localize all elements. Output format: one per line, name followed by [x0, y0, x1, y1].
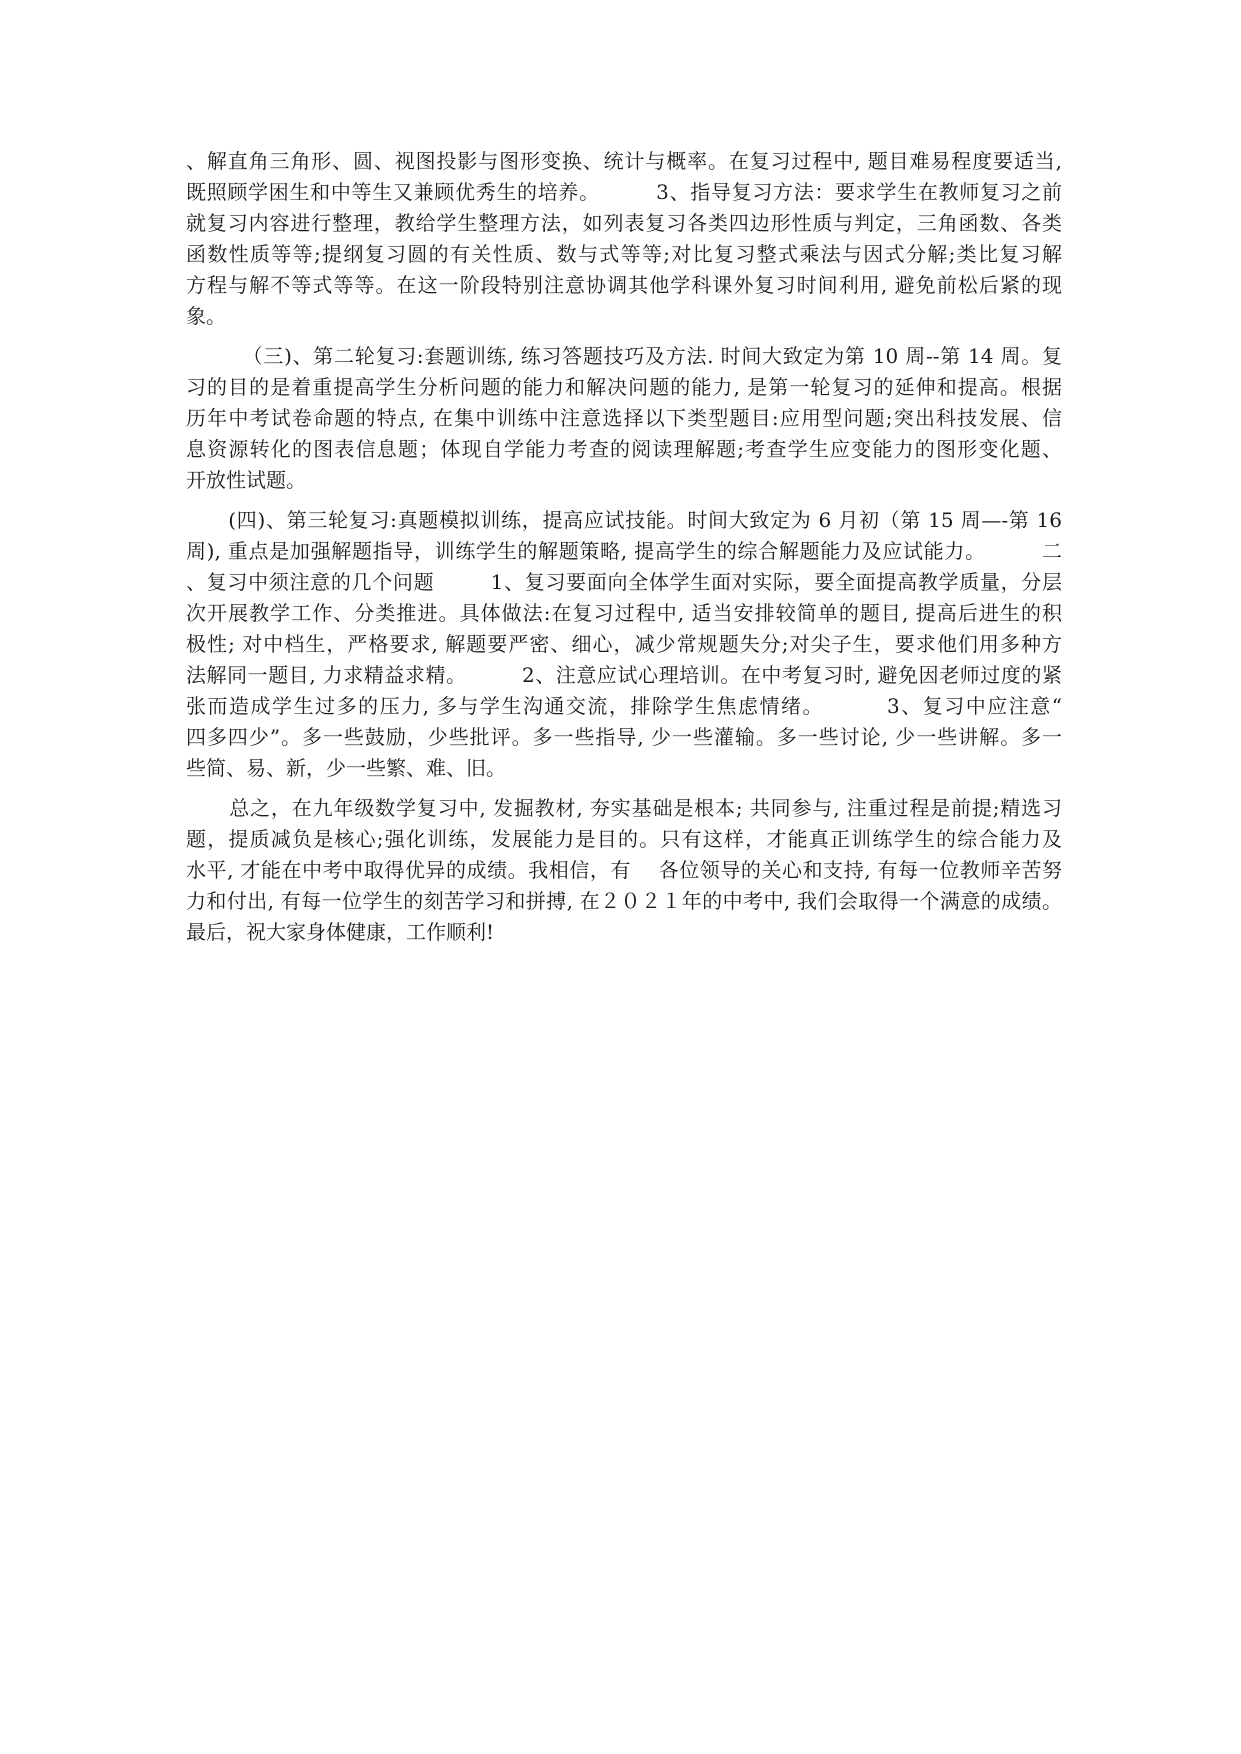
text-line: 、解直角三角形、圆、视图投影与图形变换、统计与概率。在复习过程中, 题目难易程度要适当,: [186, 149, 1062, 173]
text-line: 、复习中须注意的几个问题 1、复习要面向全体学生面对实际，要全面提高教学质量，分层: [186, 570, 1062, 594]
text-line: 水平, 才能在中考中取得优异的成绩。我相信，有 各位领导的关心和支持, 有每一位教师辛苦努: [186, 858, 1062, 882]
text-line: 张而造成学生过多的压力, 多与学生沟通交流，排除学生焦虑情绪。 3、复习中应注意“: [186, 694, 1062, 718]
text-line: 法解同一题目, 力求精益求精。 2、注意应试心理培训。在中考复习时, 避免因老师过度的紧: [186, 663, 1062, 687]
paragraph: [186, 505, 1062, 784]
paragraph: [186, 146, 1062, 332]
text-line: 总之，在九年级数学复习中, 发掘教材, 夯实基础是根本; 共同参与, 注重过程是前提;精选习: [186, 796, 1062, 820]
text-line: 最后，祝大家身体健康，工作顺利!: [186, 920, 495, 944]
document-body: [186, 146, 1062, 948]
paragraph: [186, 793, 1062, 948]
text-line: 次开展教学工作、分类推进。具体做法:在复习过程中, 适当安排较简单的题目, 提高后进生的积: [186, 601, 1062, 625]
text-line: 象。: [186, 304, 226, 328]
text-line: 函数性质等等;提纲复习圆的有关性质、数与式等等;对比复习整式乘法与因式分解;类比复习解: [186, 242, 1062, 266]
text-line: 习的目的是着重提高学生分析问题的能力和解决问题的能力, 是第一轮复习的延伸和提高。根据: [186, 375, 1062, 399]
text-line: 历年中考试卷命题的特点, 在集中训练中注意选择以下类型题目:应用型问题;突出科技发展、信: [186, 406, 1062, 430]
text-line: 既照顾学困生和中等生又兼顾优秀生的培养。 3、指导复习方法：要求学生在教师复习之前: [186, 180, 1062, 204]
text-line: 息资源转化的图表信息题；体现自学能力考查的阅读理解题;考查学生应变能力的图形变化题、: [186, 437, 1062, 461]
text-line: 周), 重点是加强解题指导，训练学生的解题策略, 提高学生的综合解题能力及应试能力。 二: [186, 539, 1062, 563]
text-line: 题，提质减负是核心;强化训练，发展能力是目的。只有这样，才能真正训练学生的综合能力及: [186, 827, 1062, 851]
text-line: 开放性试题。: [186, 468, 306, 492]
text-line: 些简、易、新，少一些繁、难、旧。: [186, 756, 506, 780]
text-line: 方程与解不等式等等。在这一阶段特别注意协调其他学科课外复习时间利用, 避免前松后紧的现: [186, 273, 1062, 297]
text-line: (四)、第三轮复习:真题模拟训练，提高应试技能。时间大致定为 6 月初（第 15 周—-第 16: [186, 508, 1062, 532]
text-line: 极性; 对中档生，严格要求, 解题要严密、细心，减少常规题失分;对尖子生，要求他们用多种方: [186, 632, 1062, 656]
text-line: （三)、第二轮复习:套题训练, 练习答题技巧及方法. 时间大致定为第 10 周--第 14 周。复: [186, 344, 1062, 368]
text-line: 就复习内容进行整理，教给学生整理方法，如列表复习各类四边形性质与判定，三角函数、各类: [186, 211, 1062, 235]
text-line: 四多四少”。多一些鼓励，少些批评。多一些指导, 少一些灌输。多一些讨论, 少一些讲解。多一: [186, 725, 1062, 749]
text-line: 力和付出, 有每一位学生的刻苦学习和拼搏, 在２０２１年的中考中, 我们会取得一个满意的成绩。: [186, 889, 1062, 913]
paragraph: [186, 341, 1062, 496]
